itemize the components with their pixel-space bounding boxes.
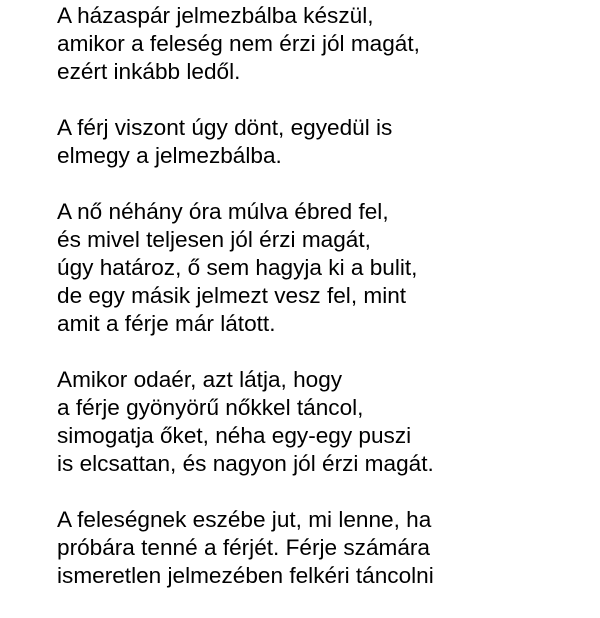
text-line: A férj viszont úgy dönt, egyedül is: [57, 115, 393, 140]
text-line: próbára tenné a férjét. Férje számára: [57, 535, 430, 560]
text-line: A házaspár jelmezbálba készül,: [57, 3, 374, 28]
paragraph-4: [57, 366, 577, 478]
text-line: A nő néhány óra múlva ébred fel,: [57, 199, 389, 224]
text-line: és mivel teljesen jól érzi magát,: [57, 227, 371, 252]
text-line: elmegy a jelmezbálba.: [57, 143, 282, 168]
text-line: amit a férje már látott.: [57, 311, 276, 336]
text-line: simogatja őket, néha egy-egy puszi: [57, 423, 412, 448]
story-text: [57, 2, 577, 618]
paragraph-1: [57, 2, 577, 86]
text-line: ezért inkább ledől.: [57, 59, 241, 84]
text-line: is elcsattan, és nagyon jól érzi magát.: [57, 451, 434, 476]
text-line: a férje gyönyörű nőkkel táncol,: [57, 395, 364, 420]
text-line: A feleségnek eszébe jut, mi lenne, ha: [57, 507, 432, 532]
paragraph-2: [57, 114, 577, 170]
text-line: de egy másik jelmezt vesz fel, mint: [57, 283, 407, 308]
paragraph-3: [57, 198, 577, 338]
text-line: amikor a feleség nem érzi jól magát,: [57, 31, 420, 56]
text-line: úgy határoz, ő sem hagyja ki a bulit,: [57, 255, 418, 280]
text-line: ismeretlen jelmezében felkéri táncolni: [57, 563, 434, 588]
paragraph-5: [57, 506, 577, 590]
text-line: Amikor odaér, azt látja, hogy: [57, 367, 343, 392]
